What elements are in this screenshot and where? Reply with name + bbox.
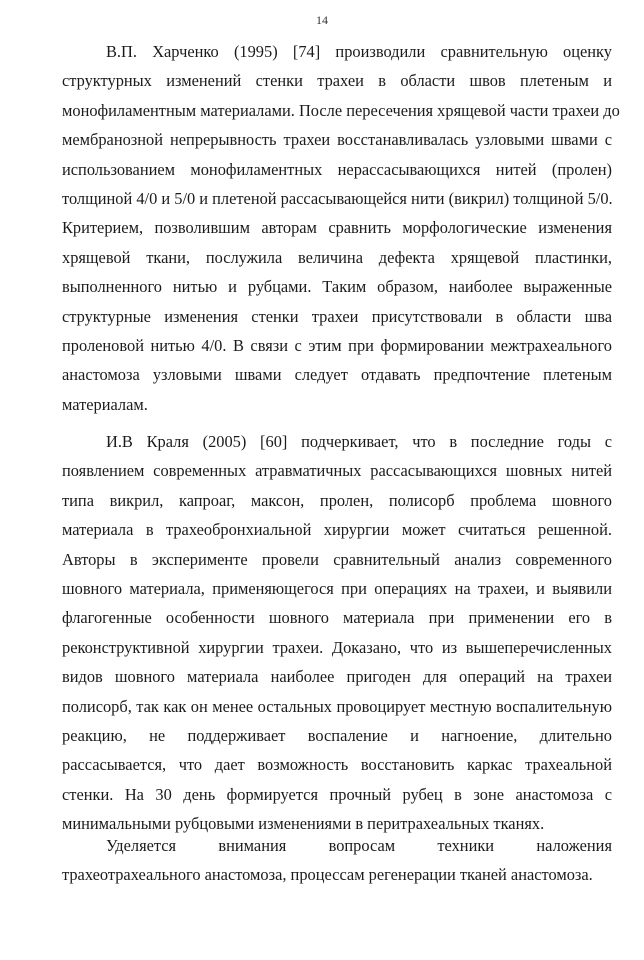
- text-line: структурных изменений стенки трахеи в области швов плетеным и: [62, 71, 612, 91]
- paragraph-kharchenko: [62, 37, 620, 419]
- text-line: стенки. На 30 день формируется прочный рубец в зоне анастомоза с: [62, 784, 612, 804]
- text-line: типа викрил, капроаг, максон, пролен, полисорб проблема шовного: [62, 490, 612, 510]
- text-line: трахеотрахеального анастомоза, процессам регенерации тканей анастомоза.: [62, 865, 593, 885]
- page-number: 14: [316, 13, 328, 27]
- text-line: использованием монофиламентных нерассасывающихся нитей (пролен): [62, 159, 612, 179]
- text-line: монофиламентным материалами. После пересечения хрящевой части трахеи до: [62, 100, 620, 120]
- text-line: анастомоза узловыми швами следует отдавать предпочтение плетеным: [62, 365, 612, 385]
- text-line: материалам.: [62, 394, 148, 414]
- text-line: Критерием, позволившим авторам сравнить морфологические изменения: [62, 218, 612, 238]
- text-line: И.В Краля (2005) [60] подчеркивает, что в последние годы с: [106, 432, 612, 451]
- text-line: появлением современных атравматичных рассасывающихся шовных нитей: [62, 461, 612, 481]
- text-line: материала в трахеобронхиальной хирургии может считаться решенной.: [62, 520, 612, 540]
- text-line: толщиной 4/0 и 5/0 и плетеной рассасывающейся нити (викрил) толщиной 5/0.: [62, 188, 613, 208]
- text-line: Авторы в эксперименте провели сравнительный анализ современного: [62, 549, 612, 569]
- text-line: реакцию, не поддерживает воспаление и нагноение, длительно: [62, 725, 612, 745]
- text-line: видов шовного материала наиболее пригоден для операций на трахеи: [62, 667, 612, 687]
- text-line: хрящевой ткани, послужила величина дефекта хрящевой пластинки,: [62, 247, 612, 267]
- text-line: выполненного нитью и рубцами. Таким образом, наиболее выраженные: [62, 277, 612, 297]
- text-line: Уделяется внимания вопросам техники наложения: [106, 836, 612, 855]
- text-line: проленовой нитью 4/0. В связи с этим при формировании межтрахеального: [62, 335, 612, 355]
- text-line: полисорб, так как он менее остальных провоцирует местную воспалительную: [62, 696, 612, 716]
- text-line: В.П. Харченко (1995) [74] производили сравнительную оценку: [106, 42, 612, 61]
- text-line: рассасывается, что дает возможность восстановить каркас трахеальной: [62, 755, 612, 775]
- text-line: реконструктивной хирургии трахеи. Доказано, что из вышеперечисленных: [62, 637, 612, 657]
- paragraph-anastomosis: [62, 831, 612, 890]
- text-line: мембранозной непрерывность трахеи восстанавливалась узловыми швами с: [62, 130, 612, 150]
- paragraph-kralya: [62, 427, 612, 838]
- text-line: шовного материала, применяющегося при операциях на трахеи, и выявили: [62, 578, 612, 598]
- text-line: минимальными рубцовыми изменениями в перитрахеальных тканях.: [62, 814, 545, 834]
- text-line: флагогенные особенности шовного материала при применении его в: [62, 608, 612, 628]
- text-line: структурные изменения стенки трахеи присутствовали в области шва: [62, 306, 612, 326]
